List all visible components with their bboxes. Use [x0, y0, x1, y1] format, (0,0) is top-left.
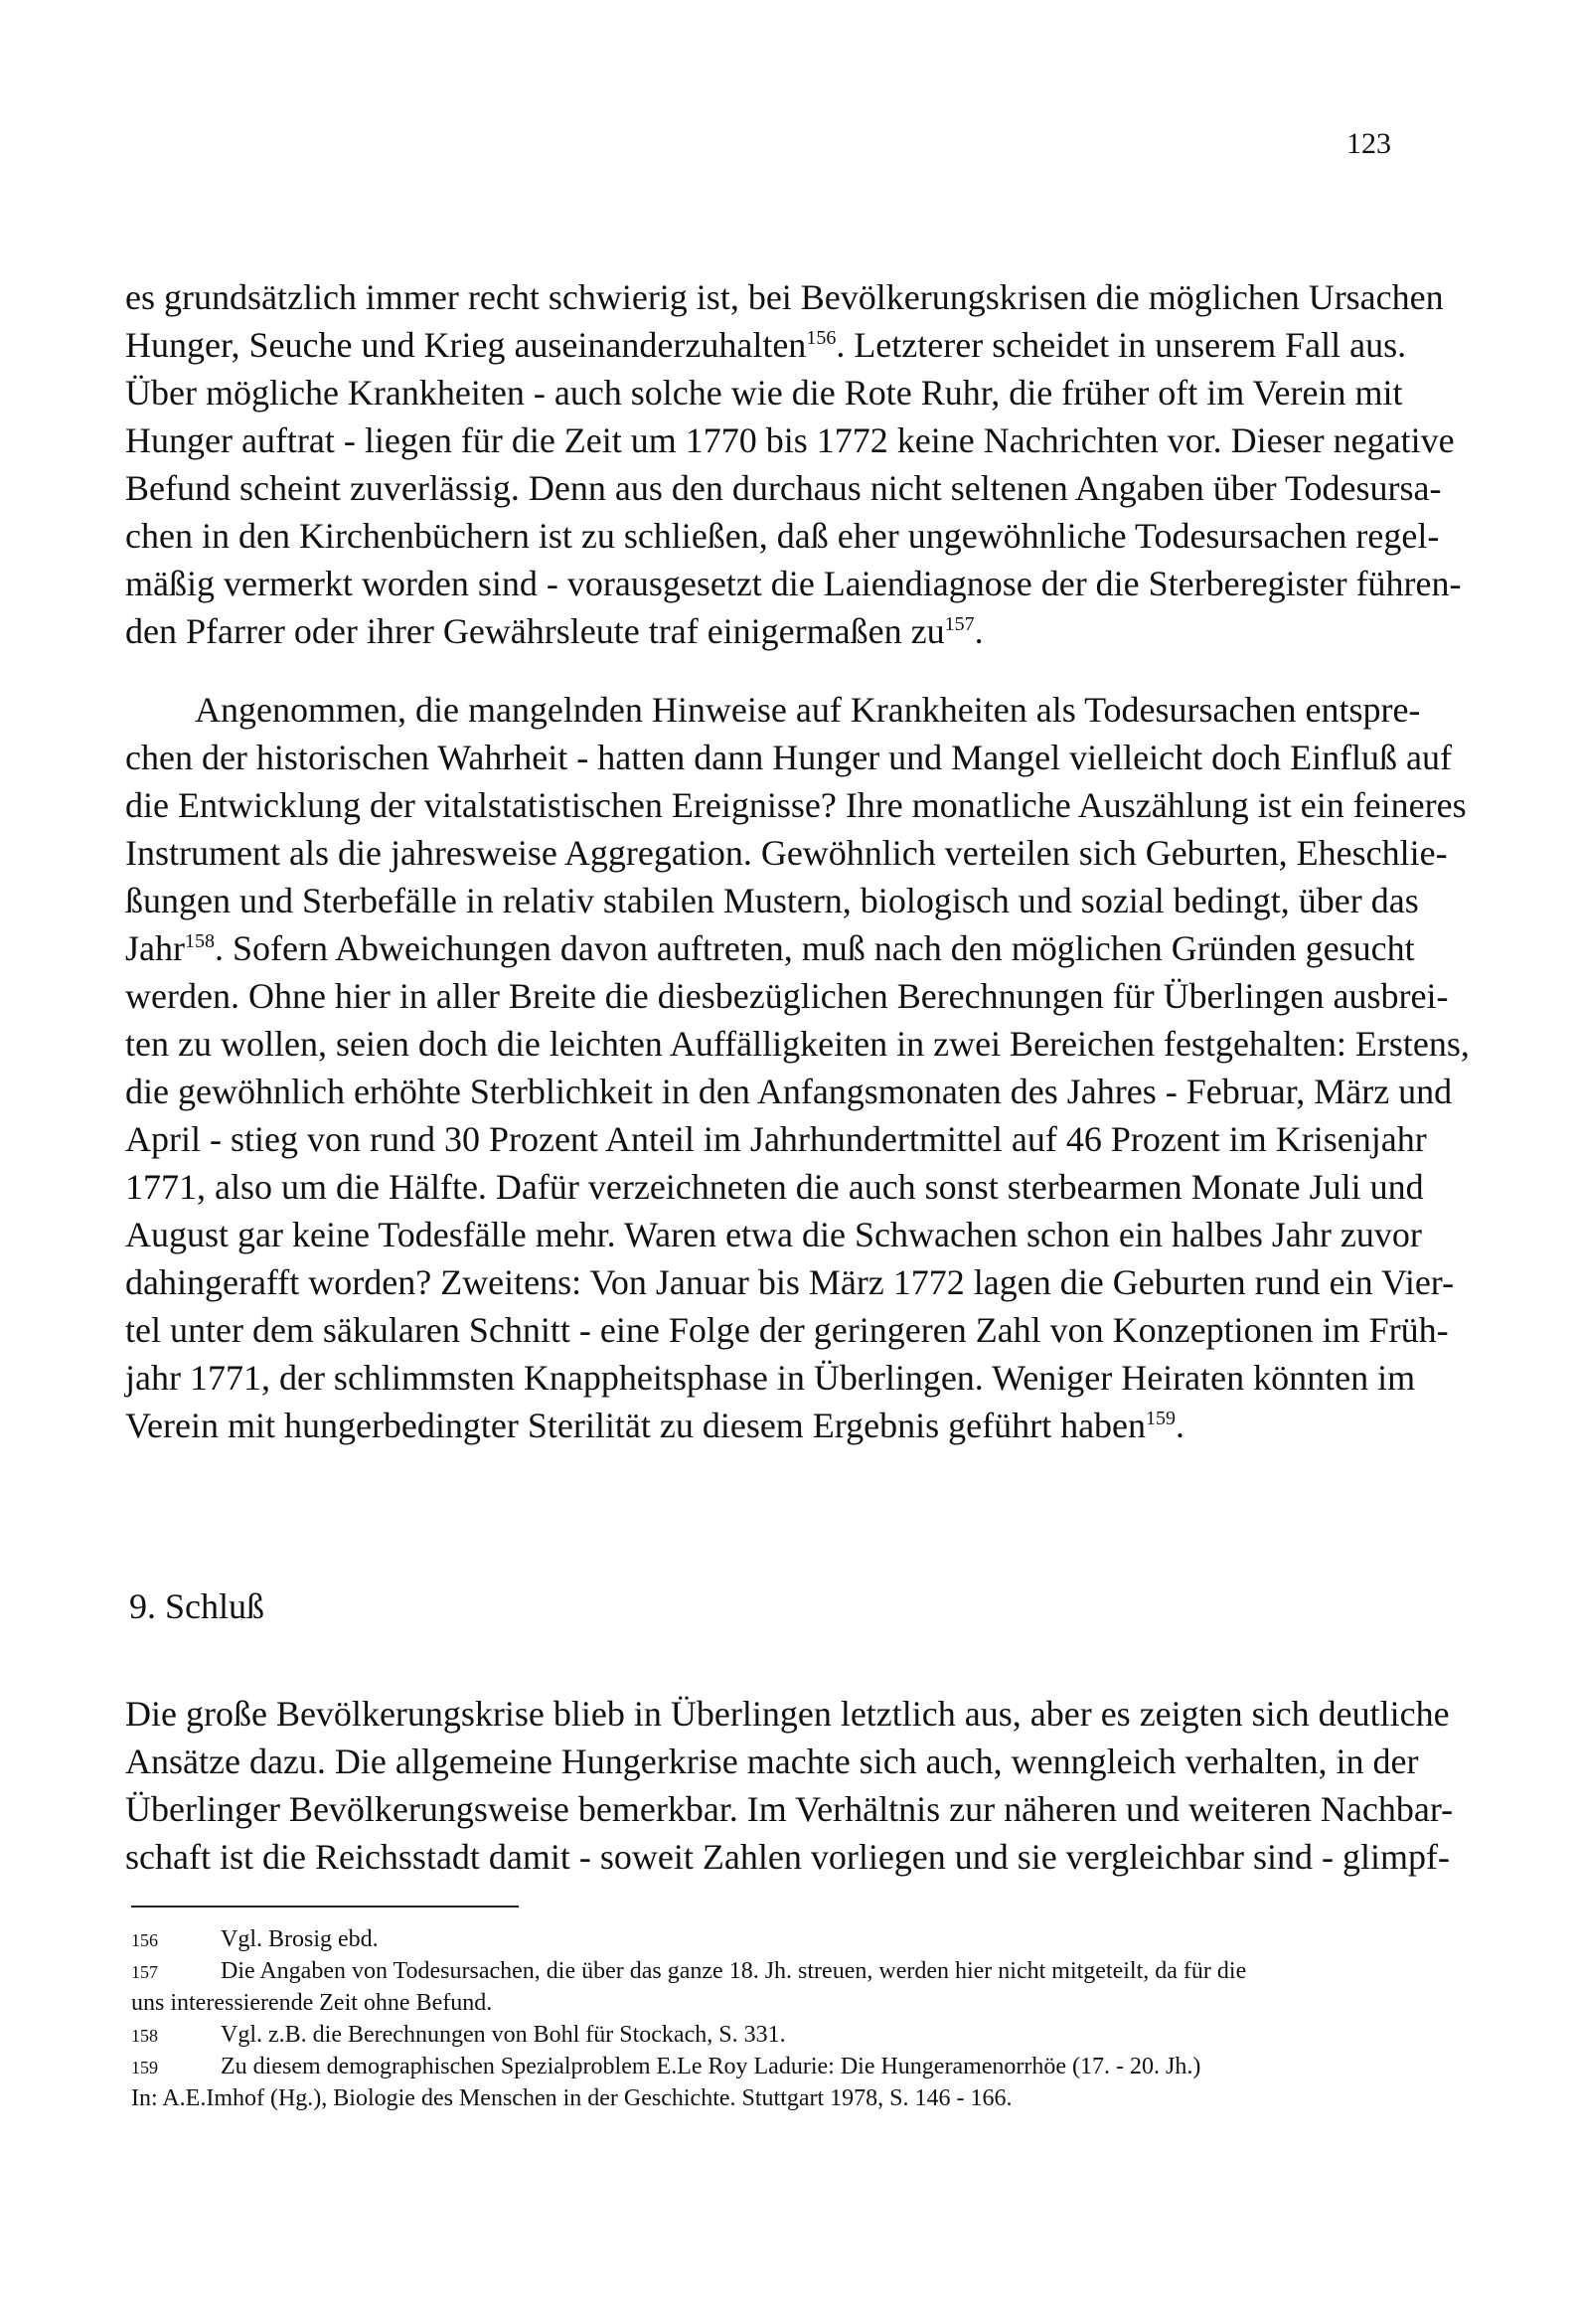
footnote-text: Vgl. Brosig ebd.: [221, 1926, 379, 1952]
footnote-ref: 157: [944, 613, 975, 635]
footnote-text: Vgl. z.B. die Berechnungen von Bohl für Stockach, S. 331.: [221, 2022, 786, 2048]
footnote-157-continued: [131, 1987, 1403, 2019]
text-line: den Pfarrer oder ihrer Gewährsleute traf einigermaßen $zu^{157}$.: [125, 611, 984, 651]
text-line: Verein mit hungerbedingter Sterilität zu diesem Ergebnis geführt haben$^{159}$.: [125, 1406, 1185, 1445]
footnote-ref: 158: [184, 930, 215, 952]
text-line: August gar keine Todesfälle mehr. Waren etwa die Schwachen schon ein halbes Jahr zuvor: [125, 1215, 1422, 1254]
footnote-156: [131, 1923, 1403, 1955]
section-paragraph: [125, 1690, 1454, 1881]
text-line: Instrument als die jahresweise Aggregation. Gewöhnlich verteilen sich Geburten, Eheschlie-: [125, 833, 1448, 873]
text-line: Ansätze dazu. Die allgemeine Hungerkrise machte sich auch, wenngleich verhalten, in der: [125, 1742, 1419, 1781]
footnote-number: 159: [131, 2058, 158, 2077]
footnote-157: [131, 1955, 1403, 1987]
text-line: die gewöhnlich erhöhte Sterblichkeit in den Anfangsmonaten des Jahres - Februar, März und: [125, 1072, 1453, 1111]
text-line: 1771, also um die Hälfte. Dafür verzeichneten die auch sonst sterbearmen Monate Juli und: [125, 1167, 1424, 1207]
text-line: ßungen und Sterbefälle in relativ stabilen Mustern, biologisch und sozial bedingt, über das: [125, 881, 1419, 920]
text-line: schaft ist die Reichsstadt damit - soweit Zahlen vorliegen und sie vergleichbar sind - glimpf-: [125, 1837, 1451, 1877]
text-line: Hunger auftrat - liegen für die Zeit um 1770 bis 1772 keine Nachrichten vor. Dieser negative: [125, 420, 1455, 460]
text-line: Angenommen, die mangelnden Hinweise auf Krankheiten als Todesursachen entspre-: [195, 690, 1421, 730]
text-line: es grundsätzlich immer recht schwierig ist, bei Bevölkerungskrisen die möglichen Ursachen: [125, 277, 1444, 317]
footnotes: [131, 1923, 1403, 2114]
text-line: chen der historischen Wahrheit - hatten dann Hunger und Mangel vielleicht doch Einfluß auf: [125, 738, 1453, 777]
footnote-text: Die Angaben von Todesursachen, die über das ganze 18. Jh. streuen, werden hier nicht mitgeteilt, da für die: [221, 1958, 1247, 1984]
footnote-text: In: A.E.Imhof (Hg.), Biologie des Menschen in der Geschichte. Stuttgart 1978, S. 146 - 166.: [131, 2085, 1013, 2111]
footnote-159: [131, 2051, 1403, 2082]
footnote-number: 157: [131, 1962, 158, 1982]
text-line: mäßig vermerkt worden sind - vorausgesetzt die Laiendiagnose der die Sterberegister führen-: [125, 564, 1462, 603]
footnote-text: uns interessierende Zeit ohne Befund.: [131, 1990, 493, 2016]
text-line: Befund scheint zuverlässig. Denn aus den durchaus nicht seltenen Angaben über Todesursa-: [125, 468, 1442, 508]
footnote-159-continued: [131, 2082, 1403, 2114]
page-number: 123: [1346, 127, 1391, 160]
footnote-number: 158: [131, 2026, 158, 2046]
text-line: April - stieg von rund 30 Prozent Anteil im Jahrhundertmittel auf 46 Prozent im Krisenjahr: [125, 1119, 1427, 1159]
text-line: Hunger, Seuche und Krieg auseinanderzuhalten$^{156}$. Letzterer scheidet in unserem Fall aus.: [125, 325, 1407, 365]
footnote-ref: 159: [1146, 1408, 1177, 1429]
text-line: Jahr$^{158}$. Sofern Abweichungen davon auftreten, muß nach den möglichen Gründen gesucht: [125, 928, 1415, 968]
text-line: ten zu wollen, seien doch die leichten Auffälligkeiten in zwei Bereichen festgehalten: Erstens,: [125, 1024, 1470, 1064]
footnote-separator: [131, 1906, 519, 1908]
text-line: jahr 1771, der schlimmsten Knappheitsphase in Überlingen. Weniger Heiraten könnten im: [125, 1358, 1416, 1398]
text-line: Überlinger Bevölkerungsweise bemerkbar. Im Verhältnis zur näheren und weiteren Nachbar-: [125, 1789, 1454, 1829]
footnote-ref: 156: [806, 327, 837, 349]
footnote-158: [131, 2019, 1403, 2051]
section-heading: 9. Schluß: [129, 1586, 265, 1626]
footnote-number: 156: [131, 1930, 158, 1950]
paragraph-2: [125, 686, 1470, 1449]
text-line: werden. Ohne hier in aller Breite die diesbezüglichen Berechnungen für Überlingen ausbrei-: [125, 976, 1449, 1016]
footnote-text: Zu diesem demographischen Spezialproblem E.Le Roy Ladurie: Die Hungeramenorrhöe (17. - 20. Jh.): [221, 2054, 1201, 2079]
text-line: die Entwicklung der vitalstatistischen Ereignisse? Ihre monatliche Auszählung ist ein feineres: [125, 785, 1467, 825]
text-line: Die große Bevölkerungskrise blieb in Überlingen letztlich aus, aber es zeigten sich deutliche: [125, 1694, 1450, 1734]
text-line: Über mögliche Krankheiten - auch solche wie die Rote Ruhr, die früher oft im Verein mit: [125, 373, 1403, 413]
text-line: dahingerafft worden? Zweitens: Von Januar bis März 1772 lagen die Geburten rund ein Vier-: [125, 1262, 1455, 1302]
text-line: chen in den Kirchenbüchern ist zu schließen, daß eher ungewöhnliche Todesursachen regel-: [125, 516, 1440, 556]
text-line: tel unter dem säkularen Schnitt - eine Folge der geringeren Zahl von Konzeptionen im Früh-: [125, 1310, 1449, 1350]
paragraph-1: [125, 273, 1462, 655]
